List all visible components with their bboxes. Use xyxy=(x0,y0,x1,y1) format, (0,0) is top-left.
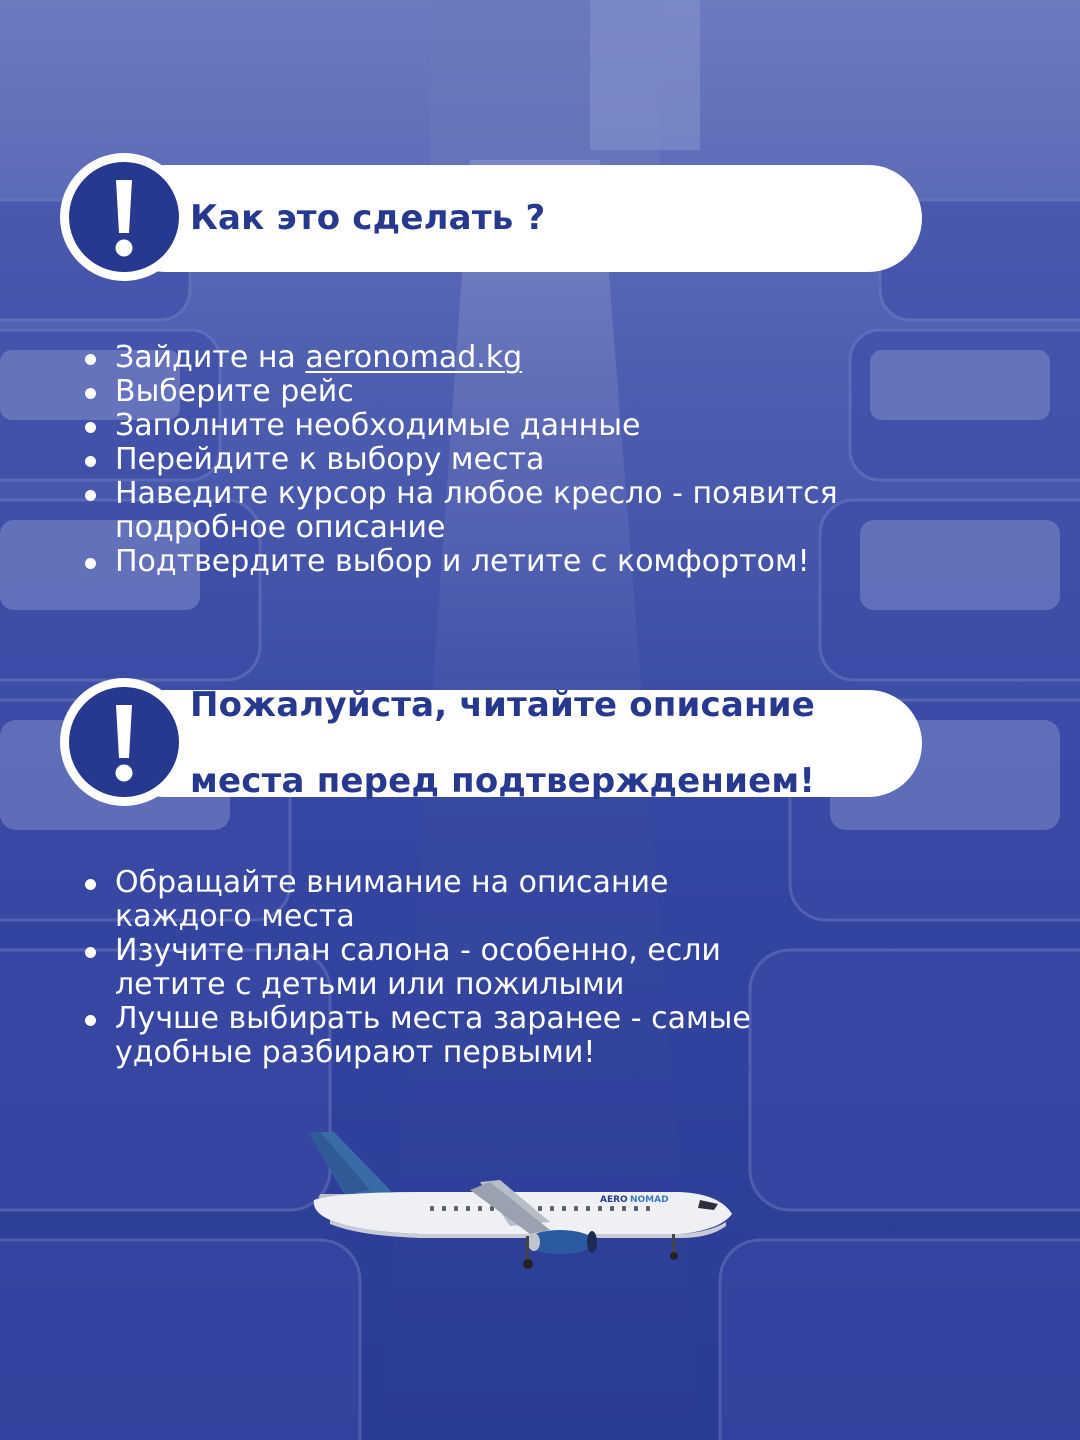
list-item-text-continued: подробное описание xyxy=(115,510,446,545)
list-item xyxy=(82,545,982,579)
bullet xyxy=(85,947,96,958)
livery-logo-text: AERO xyxy=(600,1195,628,1205)
list-item-text-continued: летите с детьми или пожилыми xyxy=(115,967,625,1002)
bullet xyxy=(85,456,96,467)
list-item-text: Зайдите на xyxy=(115,340,306,375)
list-item-text: Обращайте внимание на описание xyxy=(115,865,669,900)
tips-list xyxy=(82,866,982,1070)
list-item xyxy=(82,443,982,477)
exclamation-icon xyxy=(60,153,188,281)
list-item-text: Перейдите к выбору места xyxy=(115,442,545,477)
airplane-image xyxy=(300,1130,740,1280)
list-item-text: Заполните необходимые данные xyxy=(115,408,641,443)
livery-logo-text: NOMAD xyxy=(630,1195,669,1205)
section-title xyxy=(190,678,892,808)
list-item-text: Изучите план салона - особенно, если xyxy=(115,933,721,968)
exclamation-badge xyxy=(60,678,188,806)
exclamation-badge xyxy=(60,153,188,281)
list-item-text: Подтвердите выбор и летите с комфортом! xyxy=(115,544,810,579)
list-item xyxy=(82,934,982,1002)
list-item xyxy=(82,866,982,934)
bullet xyxy=(85,388,96,399)
bullet xyxy=(85,490,96,501)
section-warning-banner xyxy=(60,678,922,808)
bullet xyxy=(85,354,96,365)
section-how-to-banner xyxy=(60,153,922,283)
list-item-text: Выберите рейс xyxy=(115,374,354,409)
list-item-text: Наведите курсор на любое кресло - появится xyxy=(115,476,838,511)
bullet xyxy=(85,1015,96,1026)
list-item-text-continued: каждого места xyxy=(115,899,355,934)
section-title: Как это сделать ? xyxy=(190,198,546,238)
bullet xyxy=(85,558,96,569)
list-item xyxy=(82,341,982,375)
list-item xyxy=(82,375,982,409)
list-item xyxy=(82,477,982,545)
title-line-1: Пожалуйста, читайте описание xyxy=(190,685,816,725)
bullet xyxy=(85,879,96,890)
exclamation-icon xyxy=(60,678,188,806)
bullet xyxy=(85,422,96,433)
list-item xyxy=(82,1002,982,1070)
how-to-steps-list xyxy=(82,341,982,579)
aeronomad-link[interactable]: aeronomad.kg xyxy=(305,340,523,375)
list-item-text-continued: удобные разбирают первыми! xyxy=(115,1035,596,1070)
list-item-text: Лучше выбирать места заранее - самые xyxy=(115,1001,751,1036)
title-line-2: места перед подтверждением! xyxy=(190,761,816,801)
list-item xyxy=(82,409,982,443)
